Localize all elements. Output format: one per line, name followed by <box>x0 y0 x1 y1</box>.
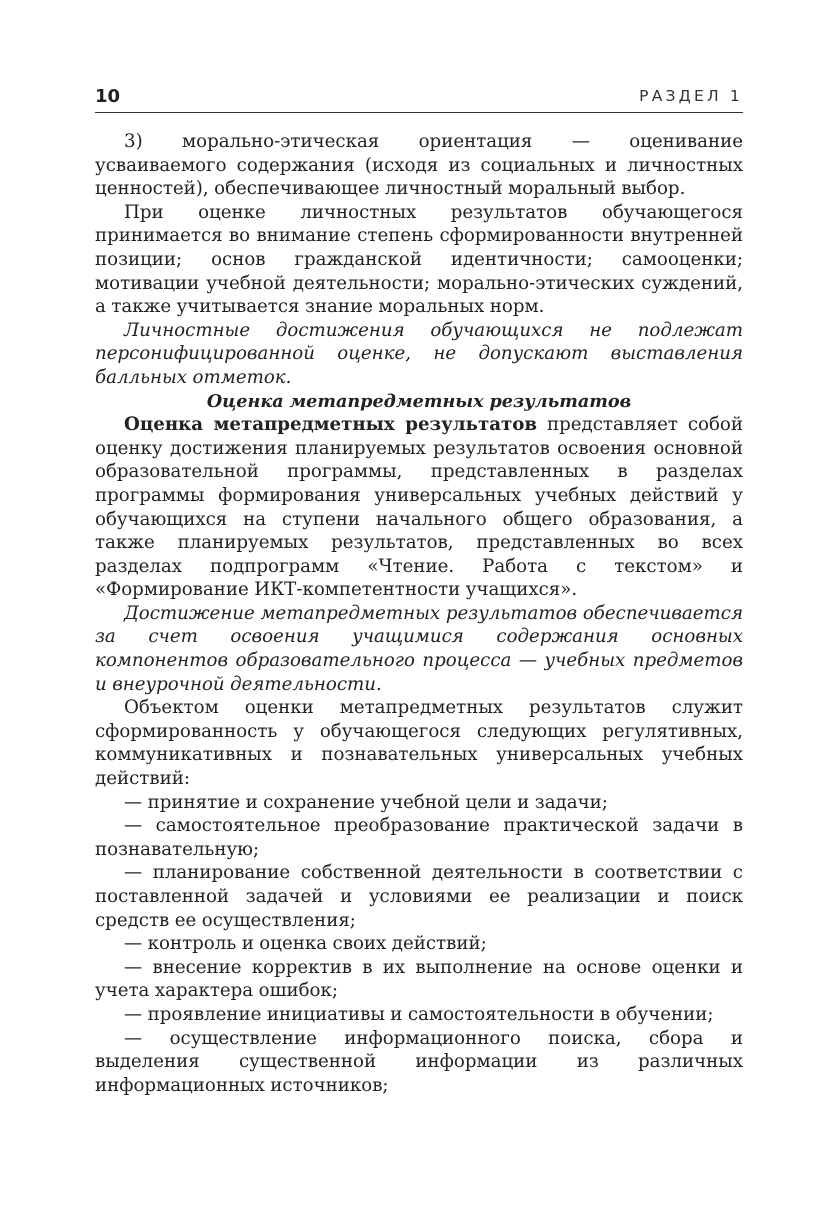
list-item: — контроль и оценка своих действий; <box>124 933 487 955</box>
body-text <box>95 130 743 1097</box>
italic-text: Личностные достижения обучающихся не подлежат персонифицированной оценке, не допускают выставления балльных отметок. <box>95 319 743 388</box>
list-item: — осуществление информационного поиска, сбора и выделения существенной информации из различных информационных источников; <box>95 1027 743 1096</box>
section-subheading: Оценка метапредметных результатов <box>206 390 632 412</box>
paragraph-personal-results-assessment: При оценке личностных результатов обучающегося принимается во внимание степень сформированности внутренней позиции; основ гражданской идентичности; самооценки; мотивации учебной деятельности; морально-этических суждений, а также учитывается знание моральных норм. <box>95 201 743 318</box>
paragraph-moral-orientation: 3) морально-этическая ориентация — оценивание усваиваемого содержания (исходя из социальных и личностных ценностей), обеспечивающее личностный моральный выбор. <box>95 131 743 200</box>
list-item: — внесение корректив в их выполнение на основе оценки и учета характера ошибок; <box>95 956 743 1002</box>
bold-lead-term: Оценка метапредметных результатов <box>124 414 538 436</box>
list-item: — планирование собственной деятельности в соответствии с поставленной задачей и условиями ее реализации и поиск средств ее осуществления; <box>95 862 743 931</box>
italic-text: Достижение метапредметных результатов обеспечивается за счет освоения учащимися содержания основных компонентов образовательного процесса — учебных предметов и внеурочной деятельности. <box>95 602 743 695</box>
list-item: — проявление инициативы и самостоятельности в обучении; <box>124 1003 714 1025</box>
paragraph-metasubject-achievement <box>95 602 743 696</box>
page-number: 10 <box>95 86 121 107</box>
paragraph-metasubject-definition <box>95 413 743 602</box>
list-item: — самостоятельное преобразование практической задачи в познавательную; <box>95 815 743 860</box>
paragraph-assessment-object: Объектом оценки метапредметных результатов служит сформированность у обучающегося следующих регулятивных, коммуникативных и познавательных универсальных учебных действий: <box>95 697 743 790</box>
section-label: РАЗДЕЛ 1 <box>639 87 743 105</box>
running-head <box>95 84 743 113</box>
paragraph-personal-achievements-note <box>95 319 743 390</box>
list-item: — принятие и сохранение учебной цели и задачи; <box>124 791 608 813</box>
paragraph-text: представляет собой оценку достижения планируемых результатов освоения основной образовательной программы, представленных в разделах программы формирования универсальных учебных действий у обучающихся на ступени начального общего образования, а также планируемых результатов, представленных во всех разделах подпрограмм «Чтение. Работа с текстом» и «Формирование ИКТ-компетентности учащихся». <box>95 414 743 601</box>
